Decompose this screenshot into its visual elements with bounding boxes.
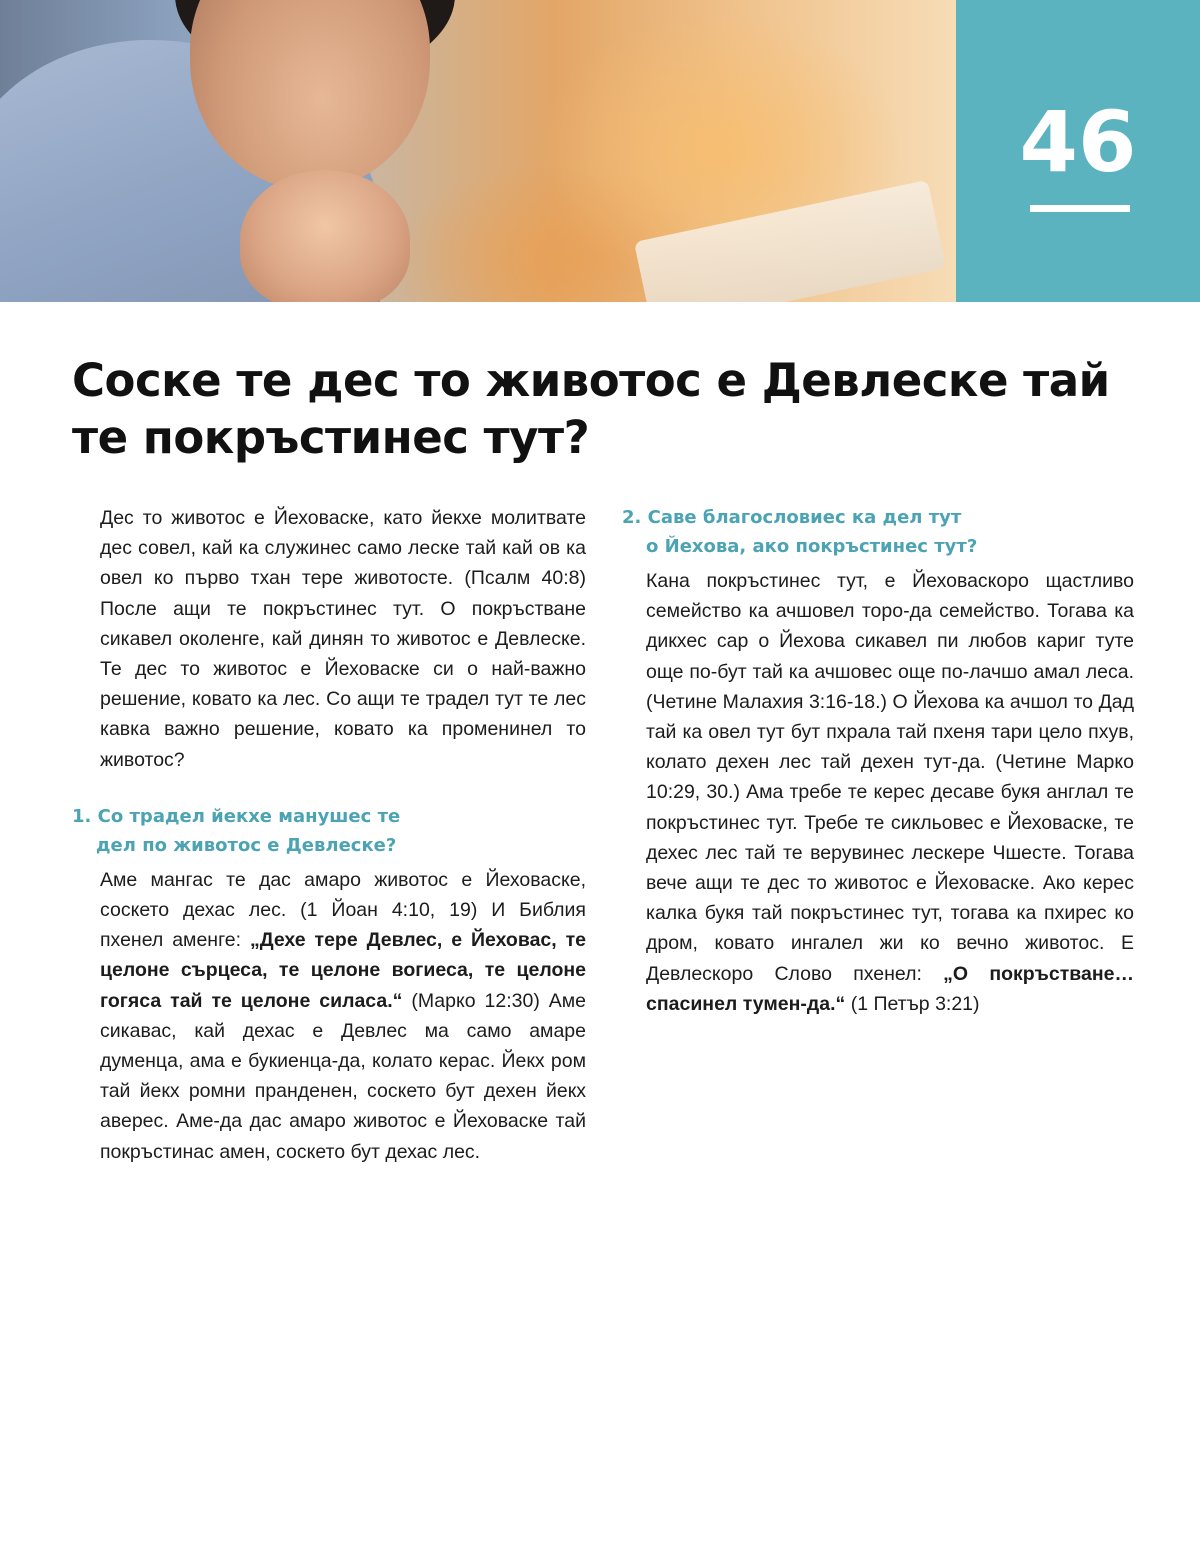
photo-open-book <box>634 180 946 302</box>
question-1-heading <box>72 802 586 860</box>
answer-2-text-before: Кана покръстинес тут, е Йеховаскоро щастливо семейство ка ачшовел торо-да семейство. Тогава ка дикхес сар о Йехова сикавел пи любов кариг туте още по-бут тай ка ачшовес още по-лачшо амал леса. (Четине Малахия 3:16-18.) О Йехова ка ачшол то Дад тай ка овел тут бут пхрала тай пхеня тари цело пхув, колато дехен лес тай дехен тут-да. (Четине Марко 10:29, 30.) Ама требе те керес десаве букя англал те покръстинес тут. Требе те сикльовес е Йеховаске, те дехес лес тай те верувинес лескере Чшесте. Тогава вече ащи те дес то животос е Йеховаске. Ако керес калка букя тай покръстинес тут, тогава ка пхирес ко дром, ковато ингалел жи ко вечно животос. Е Девлескоро Слово пхенел: <box>646 570 1134 985</box>
answer-1-quote: „Дехе тере Девлес, е Йеховас, те целоне сърцеса, те целоне вогиеса, те целоне гогяса тай те целоне силаса.“ <box>100 929 586 1012</box>
chapter-underline <box>1030 205 1130 212</box>
question-2-number: 2. <box>622 507 642 528</box>
question-2-line1: Саве благословиес ка дел тут <box>647 507 962 528</box>
chapter-badge <box>956 0 1200 302</box>
chapter-number: 46 <box>1019 93 1137 191</box>
intro-paragraph: Дес то животос е Йеховаске, като йекхе молитвате дес совел, кай ка служинес само леске тай кай ов ка овел ко първо тхан тере животосте. (Псалм 40:8) После ащи те покръстинес тут. О покръстване сикавел околенге, кай динян то животос е Девлеске. Те дес то животос е Йеховаске си о най-важно решение, ковато ка лес. Со ащи те традел тут те лес кавка важно решение, ковато ка променинел то животос? <box>100 507 586 771</box>
question-1-line1: Со традел йекхе манушес те <box>97 805 401 827</box>
left-column <box>72 503 587 1167</box>
right-column <box>622 503 1134 1019</box>
photo-folded-hands <box>240 170 410 302</box>
question-2-line2: о Йехова, ако покръстинес тут? <box>646 536 978 557</box>
answer-2-paragraph <box>622 566 1134 1019</box>
question-1-line2: дел по животос е Девлеске? <box>96 834 397 856</box>
question-1-number: 1. <box>72 805 92 827</box>
answer-2-quote: „О покръстване… спасинел тумен-да.“ <box>646 962 1134 1015</box>
page-title: Соске те дес то животос е Девлеске тай те покръстинес тут? <box>72 354 1110 464</box>
answer-1-text-before: Аме мангас те дас амаро животос е Йеховаске, соскето дехас лес. (1 Йоан 4:10, 19) И Библия пхенел аменге: <box>100 868 586 952</box>
hero-photo <box>0 0 956 302</box>
answer-1-text-after: (Марко 12:30) Аме сикавас, кай дехас е Девлес ма само амаре думенца, ама е букиенца-да, колато керас. Йекх ром тай йекх ромни пранденен, соскето бут дехен йекх аверес. Аме-да дас амаро животос е Йеховаске тай покръстинас амен, соскето бут дехас лес. <box>100 989 587 1163</box>
question-2-heading <box>622 503 1134 561</box>
answer-2-text-after: (1 Петър 3:21) <box>845 992 980 1015</box>
answer-1-paragraph <box>100 865 586 1167</box>
